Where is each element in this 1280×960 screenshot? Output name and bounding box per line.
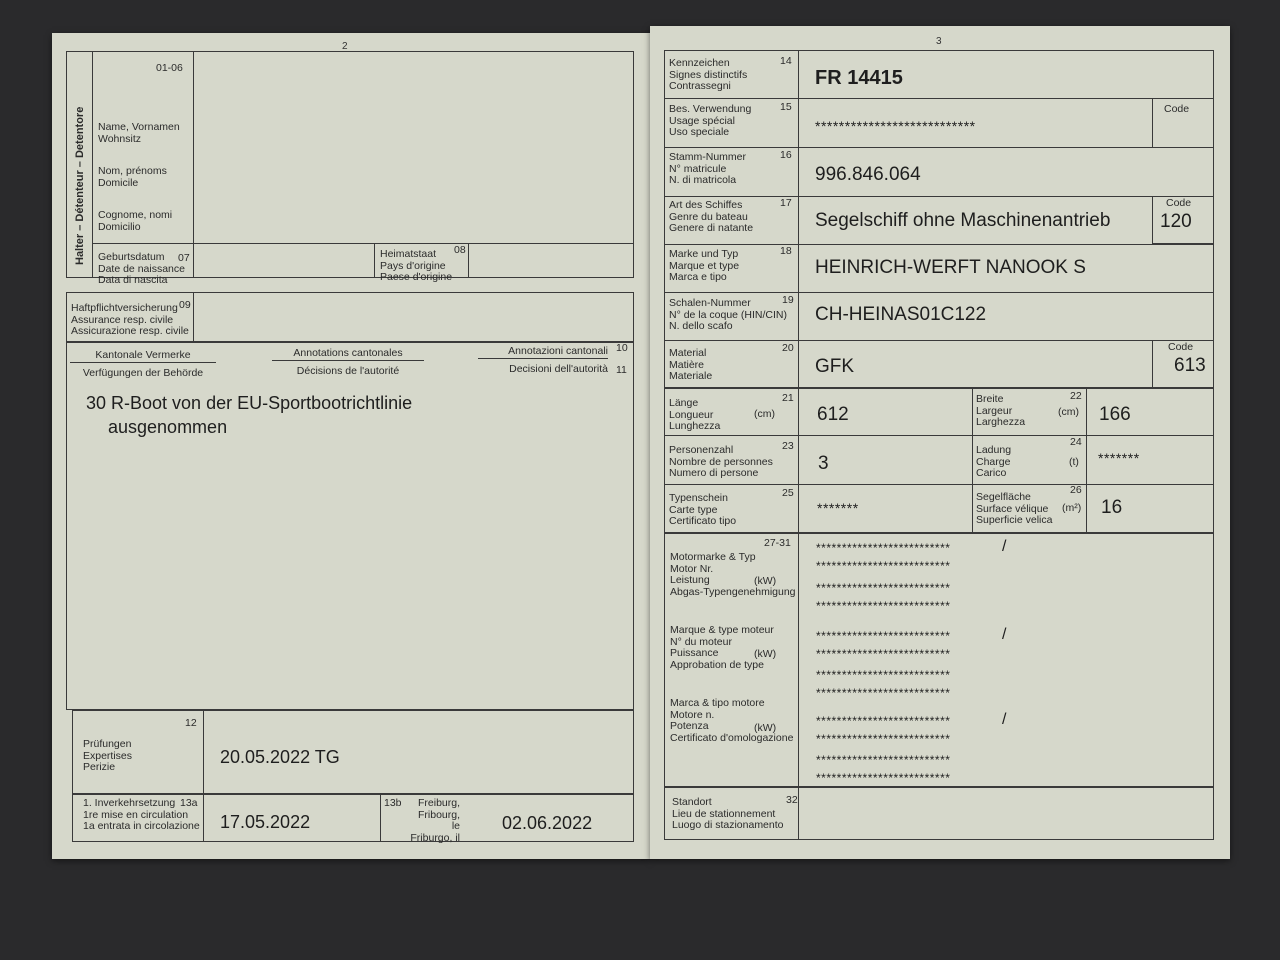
row-14-label: Kennzeichen Signes distinctifs Contrassegni: [669, 57, 748, 92]
row-19-label: Schalen-Nummer N° de la coque (HIN/CIN) N. dello scafo: [669, 297, 787, 332]
boat-type-code: 120: [1160, 211, 1192, 232]
row-14-num: 14: [780, 55, 792, 67]
boat-type-value: Segelschiff ohne Maschinenantrieb: [815, 210, 1111, 231]
registration-number: 996.846.064: [815, 164, 921, 185]
inspection-label: Prüfungen Expertises Perizie: [83, 738, 133, 773]
location-num: 32: [786, 794, 798, 806]
persons-label: Personenzahl Nombre de personnes Numero di persone: [669, 444, 773, 479]
engine-fr-line-4: **************************: [816, 686, 951, 700]
remark-line-1: 30 R-Boot von der EU-Sportbootrichtlinie: [86, 393, 413, 413]
home-num: 08: [454, 244, 466, 256]
plate-number: FR 14415: [815, 67, 903, 89]
engine-unit-fr: (kW): [754, 648, 777, 660]
engine-de-line-2: **************************: [816, 559, 951, 573]
length-label: Länge Longueur Lunghezza: [669, 397, 721, 432]
engine-num: 27-31: [764, 537, 791, 549]
engine-it-slash: /: [1002, 711, 1007, 728]
name-label-it: Cognome, nomi Domicilio: [98, 209, 173, 233]
place-value: 02.06.2022: [502, 813, 593, 833]
row-20-code-label: Code: [1168, 341, 1194, 353]
make-type-value: HEINRICH-WERFT NANOOK S: [815, 257, 1086, 278]
material-value: GFK: [815, 356, 855, 377]
width-num: 22: [1070, 390, 1082, 402]
row-19-num: 19: [782, 294, 794, 306]
length-num: 21: [782, 392, 794, 404]
holder-num: 01-06: [156, 62, 183, 74]
material-code: 613: [1174, 355, 1206, 376]
first-reg-label: 1. Inverkehrsetzung 1re mise en circulation 1a entrata in circolazione: [83, 797, 200, 832]
cantonal-fr-2: Décisions de l'autorité: [296, 365, 400, 377]
row-17-label: Art des Schiffes Genre du bateau Genere di natante: [669, 199, 754, 234]
cantonal-it-2: Decisioni dell'autorità: [509, 363, 608, 375]
row-17-code-label: Code: [1166, 197, 1192, 209]
engine-fr-line-3: **************************: [816, 668, 951, 682]
left-page: [52, 33, 650, 859]
width-label: Breite Largeur Larghezza: [976, 393, 1026, 428]
first-reg-num: 13a: [180, 797, 198, 809]
place-label: Freiburg, Fribourg, le Friburgo, il: [410, 797, 460, 844]
cantonal-fr-1: Annotations cantonales: [272, 348, 424, 361]
width-unit: (cm): [1058, 406, 1079, 418]
width-value: 166: [1099, 404, 1131, 425]
load-label: Ladung Charge Carico: [976, 444, 1012, 479]
holder-vertical-label: Halter – Détenteur – Detentore: [74, 106, 86, 265]
remark-line-2: ausgenommen: [108, 417, 228, 437]
persons-num: 23: [782, 440, 794, 452]
sail-value: 16: [1101, 497, 1123, 518]
engine-unit-de: (kW): [754, 575, 777, 587]
row-15-num: 15: [780, 101, 792, 113]
row-20-label: Material Matière Materiale: [669, 347, 713, 382]
cantonal-num-10: 10: [616, 342, 628, 354]
engine-it-line-4: **************************: [816, 771, 951, 785]
home-label: Heimatstaat Pays d'origine Paese d'origine: [380, 248, 453, 283]
engine-de-line-4: **************************: [816, 599, 951, 613]
engine-fr-line-1: **************************: [816, 629, 951, 643]
length-value: 612: [817, 404, 849, 425]
sail-num: 26: [1070, 484, 1082, 496]
type-cert-value: *******: [817, 500, 859, 516]
cantonal-it-1: Annotazioni cantonali: [478, 346, 608, 359]
load-value: *******: [1098, 450, 1140, 466]
engine-de-line-3: **************************: [816, 581, 951, 595]
engine-fr-line-2: **************************: [816, 647, 951, 661]
right-page: [650, 26, 1230, 859]
row-15-code-label: Code: [1164, 103, 1190, 115]
cantonal-num-11: 11: [616, 364, 627, 376]
engine-it-line-2: **************************: [816, 732, 951, 746]
birth-num: 07: [178, 252, 190, 264]
name-label-de: Name, Vornamen Wohnsitz: [98, 121, 180, 145]
birth-label: Geburtsdatum Date de naissance Data di nascita: [98, 251, 185, 286]
inspection-num: 12: [185, 717, 197, 729]
length-unit: (cm): [754, 408, 775, 420]
load-unit: (t): [1069, 456, 1079, 468]
insurance-value-cell: [193, 292, 634, 342]
page-number-left: 2: [342, 41, 348, 52]
engine-group-fr: Marque & type moteur N° du moteur Puissance Approbation de type: [670, 624, 774, 671]
insurance-label: Haftpflichtversicherung Assurance resp. civile Assicurazione resp. civile: [71, 302, 189, 337]
insurance-num: 09: [179, 299, 191, 311]
row-16-label: Stamm-Nummer N° matricule N. di matricola: [669, 151, 747, 186]
sail-label: Segelfläche Surface vélique Superficie velica: [976, 491, 1053, 526]
row-15-label: Bes. Verwendung Usage spécial Uso speciale: [669, 103, 752, 138]
cantonal-de-1: Kantonale Vermerke: [70, 350, 216, 363]
engine-de-slash: /: [1002, 538, 1007, 555]
cantonal-de-2: Verfügungen der Behörde: [82, 367, 204, 379]
name-label-fr: Nom, prénoms Domicile: [98, 165, 167, 189]
type-cert-label: Typenschein Carte type Certificato tipo: [669, 492, 737, 527]
row-16-num: 16: [780, 149, 792, 161]
row-18-label: Marke und Typ Marque et type Marca e tipo: [669, 248, 740, 283]
first-reg-value: 17.05.2022: [220, 812, 311, 832]
inspection-value: 20.05.2022 TG: [220, 747, 340, 767]
location-label: Standort Lieu de stationnement Luogo di stazionamento: [672, 796, 784, 831]
engine-group-de: Motormarke & Typ Motor Nr. Leistung Abgas-Typengenehmigung: [670, 551, 796, 598]
engine-group-it: Marca & tipo motore Motore n. Potenza Certificato d'omologazione: [670, 697, 794, 744]
sail-unit: (m²): [1062, 502, 1082, 514]
row-20-num: 20: [782, 342, 794, 354]
hull-number-value: CH-HEINAS01C122: [815, 304, 987, 325]
load-num: 24: [1070, 436, 1082, 448]
engine-it-line-3: **************************: [816, 753, 951, 767]
type-cert-num: 25: [782, 487, 794, 499]
engine-de-line-1: **************************: [816, 541, 951, 555]
persons-value: 3: [818, 453, 829, 474]
page-number-right: 3: [936, 36, 942, 47]
special-use-value: ***************************: [815, 118, 976, 134]
place-num: 13b: [384, 797, 402, 809]
engine-unit-it: (kW): [754, 722, 777, 734]
row-17-num: 17: [780, 197, 792, 209]
engine-it-line-1: **************************: [816, 714, 951, 728]
row-18-num: 18: [780, 245, 792, 257]
engine-fr-slash: /: [1002, 626, 1007, 643]
